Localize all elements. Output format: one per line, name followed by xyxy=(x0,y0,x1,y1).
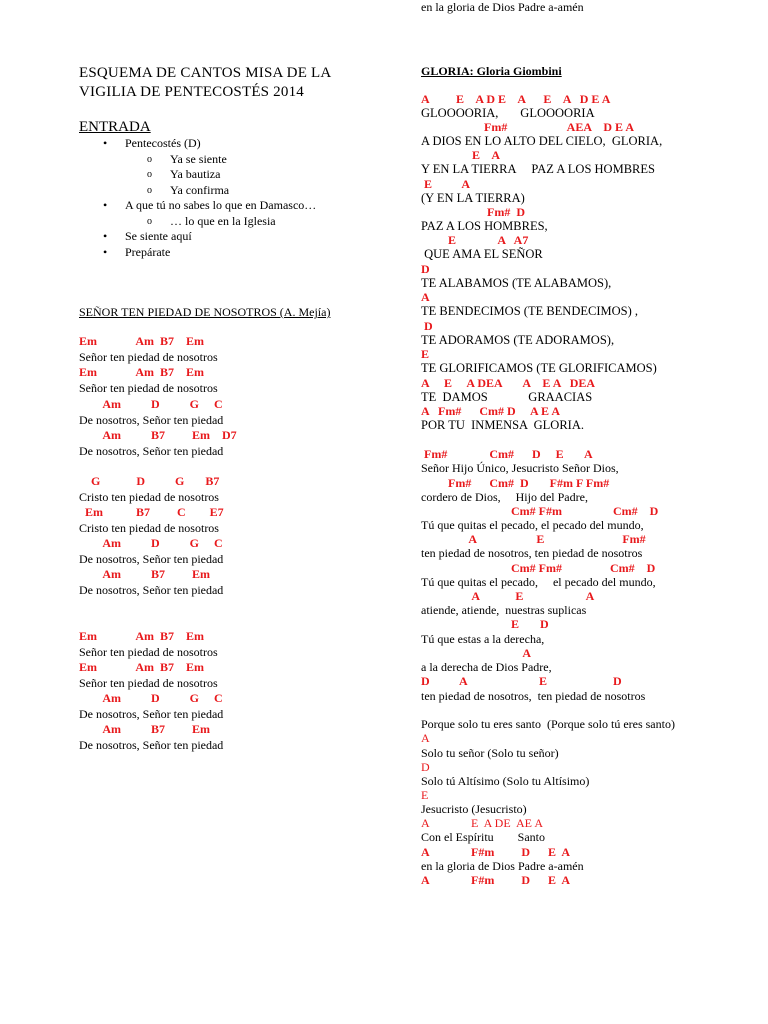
lyric-line: ten piedad de nosotros, ten piedad de nosotros xyxy=(421,689,646,703)
lyric-line: Tú que quitas el pecado, el pecado del mundo, xyxy=(421,575,656,589)
lyric-line: Con el Espíritu Santo xyxy=(421,830,545,844)
chord-line: Cm# F#m Cm# D xyxy=(421,504,659,518)
lyric-line: PAZ A LOS HOMBRES, xyxy=(421,219,548,233)
chord-line: G D G B7 xyxy=(79,474,220,488)
chord-line: A E A DE AE A xyxy=(421,816,544,830)
lyric-line: De nosotros, Señor ten piedad xyxy=(79,738,224,752)
chord-line: Em B7 C E7 xyxy=(79,505,224,519)
chord-line: A xyxy=(421,290,430,304)
lyric-line: De nosotros, Señor ten piedad xyxy=(79,413,224,427)
lyric-line: TE BENDECIMOS (TE BENDECIMOS) , xyxy=(421,304,639,318)
lyric-line: en la gloria de Dios Padre a-amén xyxy=(421,0,584,14)
lyric-line: (Y EN LA TIERRA) xyxy=(421,191,525,205)
entrada-verse-item: o Ya bautiza xyxy=(79,167,316,183)
lyric-line: QUE AMA EL SEÑOR xyxy=(421,247,543,261)
chord-line: Am B7 Em xyxy=(79,722,211,736)
chord-line: Em Am B7 Em xyxy=(79,365,205,379)
chord-line: A xyxy=(421,731,430,745)
entrada-song-item: • A que tú no sabes lo que en Damasco… xyxy=(79,198,316,214)
lyric-line: A DIOS EN LO ALTO DEL CIELO, GLORIA, xyxy=(421,134,663,148)
entrada-song-item: • Pentecostés (D) xyxy=(79,136,316,152)
entrada-song-item: • Se siente aquí xyxy=(79,229,316,245)
chord-line: D xyxy=(421,760,430,774)
lyric-line: Señor ten piedad de nosotros xyxy=(79,645,218,659)
chord-line: Am D G C xyxy=(79,691,223,705)
lyric-line: Señor Hijo Único, Jesucristo Señor Dios, xyxy=(421,461,619,475)
chord-line: E A xyxy=(421,177,471,191)
lyric-line: TE DAMOS GRAACIAS xyxy=(421,390,593,404)
lyric-line: Tú que estas a la derecha, xyxy=(421,632,545,646)
chord-line: A Fm# Cm# D A E A xyxy=(421,404,561,418)
chord-line: E D xyxy=(421,617,549,631)
entrada-song-item: • Prepárate xyxy=(79,245,316,261)
chord-line: Em Am B7 Em xyxy=(79,629,205,643)
chord-line: Am B7 Em D7 xyxy=(79,428,237,442)
chord-line: D xyxy=(421,319,433,333)
chord-line: D xyxy=(421,262,430,276)
lyric-line: Porque solo tu eres santo (Porque solo tú eres santo) xyxy=(421,717,675,731)
chord-line: E xyxy=(421,347,430,361)
document-title xyxy=(79,64,331,102)
entrada-verse-item: o Ya confirma xyxy=(79,183,316,199)
lyric-line: De nosotros, Señor ten piedad xyxy=(79,707,224,721)
chord-line: A xyxy=(421,646,532,660)
chord-line: Em Am B7 Em xyxy=(79,660,205,674)
chord-line: D A E D xyxy=(421,674,622,688)
title-line-2: VIGILIA DE PENTECOSTÉS 2014 xyxy=(79,84,304,100)
chord-line: A E A xyxy=(421,589,595,603)
lyric-line: TE ADORAMOS (TE ADORAMOS), xyxy=(421,333,615,347)
entrada-list xyxy=(79,136,316,260)
chord-line: E A xyxy=(421,148,501,162)
lyric-line: TE GLORIFICAMOS (TE GLORIFICAMOS) xyxy=(421,361,657,375)
chord-line: Fm# Cm# D E A xyxy=(421,447,593,461)
entrada-heading: ENTRADA xyxy=(79,119,151,135)
entrada-verse-item: o Ya se siente xyxy=(79,152,316,168)
chord-line: A F#m D E A xyxy=(421,873,571,887)
lyric-line: De nosotros, Señor ten piedad xyxy=(79,583,224,597)
chord-line: Am D G C xyxy=(79,397,223,411)
lyric-line: en la gloria de Dios Padre a-amén xyxy=(421,859,584,873)
lyric-line: Señor ten piedad de nosotros xyxy=(79,676,218,690)
lyric-line: Jesucristo (Jesucristo) xyxy=(421,802,527,816)
lyric-line: Cristo ten piedad de nosotros xyxy=(79,521,219,535)
lyric-line: cordero de Dios, Hijo del Padre, xyxy=(421,490,588,504)
chord-line: Fm# AEA D E A xyxy=(421,120,635,134)
lyric-line: ten piedad de nosotros, ten piedad de nosotros xyxy=(421,546,643,560)
chord-line: E xyxy=(421,788,429,802)
lyric-line: De nosotros, Señor ten piedad xyxy=(79,444,224,458)
chord-line: A E Fm# xyxy=(421,532,646,546)
chord-line: Em Am B7 Em xyxy=(79,334,205,348)
lyric-line: Tú que quitas el pecado, el pecado del mundo, xyxy=(421,518,644,532)
chord-line: Fm# D xyxy=(421,205,525,219)
lyric-line: TE ALABAMOS (TE ALABAMOS), xyxy=(421,276,612,290)
lyric-line: Cristo ten piedad de nosotros xyxy=(79,490,219,504)
lyric-line: atiende, atiende, nuestras suplicas xyxy=(421,603,587,617)
lyric-line: POR TU INMENSA GLORIA. xyxy=(421,418,584,432)
chord-line: Fm# Cm# D F#m F Fm# xyxy=(421,476,610,490)
lyric-line: a la derecha de Dios Padre, xyxy=(421,660,552,674)
senor-heading: SEÑOR TEN PIEDAD DE NOSOTROS (A. Mejía) xyxy=(79,305,331,319)
lyric-line: De nosotros, Señor ten piedad xyxy=(79,552,224,566)
chord-line: Am B7 Em xyxy=(79,567,211,581)
lyric-line: Solo tú Altísimo (Solo tu Altísimo) xyxy=(421,774,590,788)
lyric-line: Y EN LA TIERRA PAZ A LOS HOMBRES xyxy=(421,162,655,176)
chord-line: A F#m D E A xyxy=(421,845,571,859)
chord-line: Cm# Fm# Cm# D xyxy=(421,561,656,575)
lyric-line: Solo tu señor (Solo tu señor) xyxy=(421,746,559,760)
chord-line: A E A D E A E A D E A xyxy=(421,92,611,106)
lyric-line: Señor ten piedad de nosotros xyxy=(79,350,218,364)
lyric-line: GLOOOORIA, GLOOOORIA xyxy=(421,106,595,120)
chord-line: A E A DEA A E A DEA xyxy=(421,376,596,390)
title-line-1: ESQUEMA DE CANTOS MISA DE LA xyxy=(79,65,332,81)
chord-line: E A A7 xyxy=(421,233,529,247)
chord-line: Am D G C xyxy=(79,536,223,550)
gloria-heading: GLORIA: Gloria Giombini xyxy=(421,64,562,78)
lyric-line: Señor ten piedad de nosotros xyxy=(79,381,218,395)
entrada-verse-item: o … lo que en la Iglesia xyxy=(79,214,316,230)
